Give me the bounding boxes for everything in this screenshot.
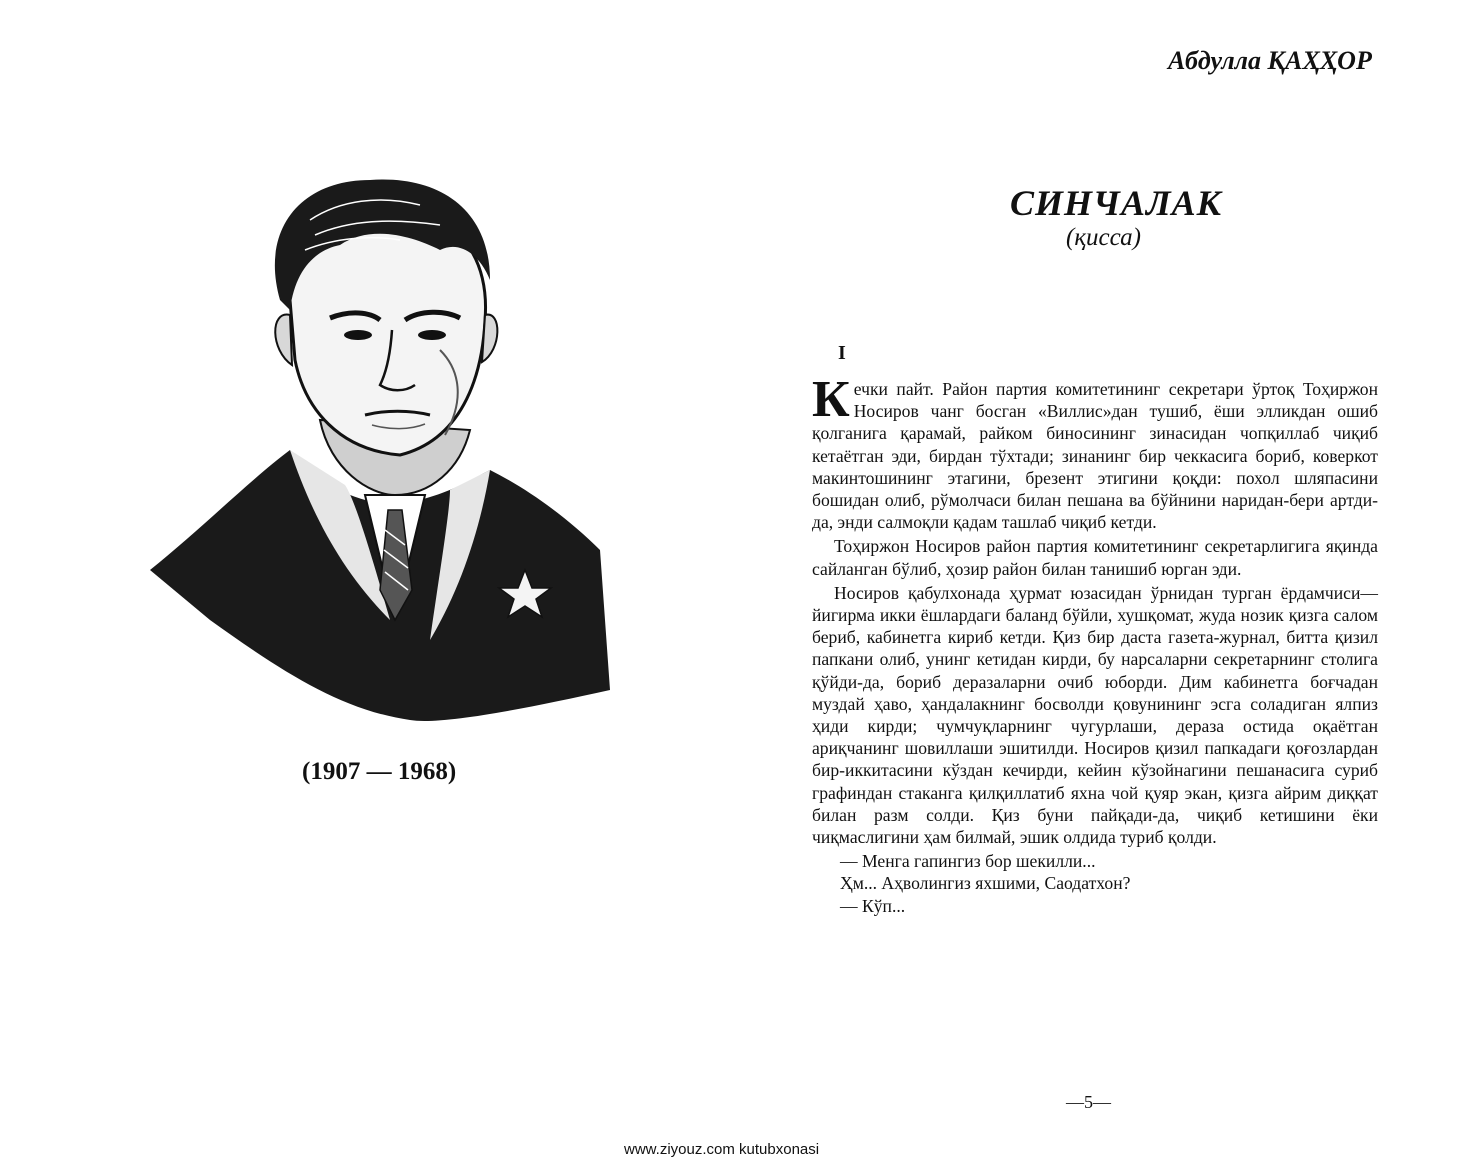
author-name: Абдулла ҚАҲҲОР (1168, 46, 1372, 75)
page-number: —5— (1066, 1092, 1111, 1112)
drop-cap: К (812, 371, 850, 428)
paragraph (812, 371, 1378, 533)
portrait-illustration (150, 180, 610, 721)
chapter-number: I (838, 342, 846, 364)
paragraph: Носиров қабулхонада ҳурмат юзасидан ўрнидан турган ёрдамчиси—йигирма икки ёшлардаги баланд бўйли, хушқомат, жуда нозик қизга салом бериб, кабинетга кириб кетди. Қиз бир даста газета-журнал, битта қизил папкани олиб, унинг кетидан кирди, бу нарсаларни секретарнинг столига қўйди-да, бориб деразаларни очиб юборди. Дим кабинетга боғчадан муздай ҳаво, ҳандалакнинг босволди қовунининг эсга соладиган ялпиз ҳиди кирди; чумчуқларнинг чугурлаши, дераза остида оқаётган ариқчанинг шовиллаши эшитилди. Носиров қизил папкадаги қоғозлардан бир-иккитасини кўздан кечирди, кейин кўзойнагини пешанасига суриб графиндан стаканга қилқиллатиб яхна чой қуяр экан, қизга айрим диққат билан разм солди. Қиз буни пайқади-да, чиқиб кетишини ёки чиқмаслигини ҳам билмай, эшик олдида туриб қолди. (812, 582, 1378, 848)
author-portrait (140, 150, 620, 730)
dialog-line: — Менга гапингиз бор шекилли... (840, 851, 1096, 872)
footer-source: www.ziyouz.com kutubxonasi (624, 1141, 820, 1158)
story-subtitle: (қисса) (1066, 224, 1141, 251)
life-years: (1907 — 1968) (302, 758, 457, 785)
paragraph-text: ечки пайт. Район партия комитетининг секретари ўртоқ Тоҳиржон Носиров чанг босган «Виллис»дан тушиб, ёши элликдан ошиб қолганига қарамай, райком биносининг зинасидан чопқиллаб чиқиб кетаётган эди, бирдан тўхтади; зинанинг бир чеккасига бориб, коверкот макинтошининг этагини, брезент этигини қоқди: похол шляпасини бошидан олиб, рўмолчаси билан пешана ва бўйнини наридан-бери артди-да, энди салмоқли қадам ташлаб чиқиб кетди. (812, 379, 1378, 533)
dialog-line: — Кўп... (840, 895, 906, 916)
story-title: СИНЧАЛАК (1010, 183, 1223, 223)
dialog-line: Ҳм... Аҳволингиз яхшими, Саодатхон? (840, 873, 1131, 894)
paragraph: Тоҳиржон Носиров район партия комитетининг секретарлигига яқинда сайланган бўлиб, ҳозир район билан танишиб юрган эди. (812, 536, 1378, 579)
story-body (812, 371, 1378, 917)
